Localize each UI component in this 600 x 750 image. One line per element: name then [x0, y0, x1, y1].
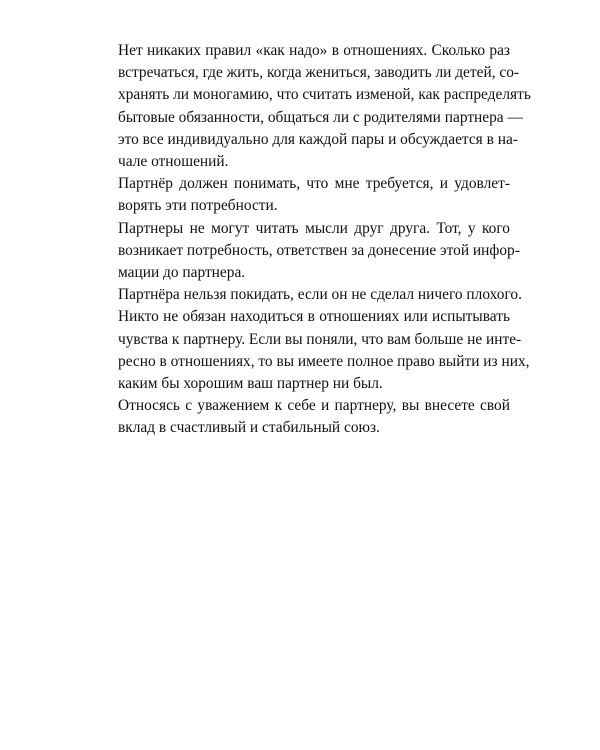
paragraph-respect	[98, 395, 510, 439]
text-line: чале отношений.	[118, 153, 229, 171]
text-line: возникает потребность, ответствен за донесение этой инфор-	[118, 241, 520, 259]
text-line: мации до партнера.	[118, 264, 246, 282]
text-line: Нет никаких правил «как надо» в отношениях. Сколько раз	[118, 42, 510, 59]
text-line: каким бы хорошим ваш партнер ни был.	[118, 375, 383, 393]
text-line: Партнёра нельзя покидать, если он не сделал ничего плохого.	[118, 286, 522, 304]
text-line: Партнеры не могут читать мысли друг друга. Тот, у кого	[118, 219, 510, 237]
text-line: ресно в отношениях, то вы имеете полное право выйти из них,	[118, 352, 530, 370]
text-line: встречаться, где жить, когда жениться, заводить ли детей, со-	[118, 64, 520, 82]
paragraph-nobody-obliged	[98, 306, 530, 395]
paragraph-cannot-leave	[98, 284, 522, 306]
paragraph-partner-must-understand	[98, 173, 510, 217]
text-line: Партнёр должен понимать, что мне требуется, и удовлет-	[118, 175, 510, 193]
body-text	[98, 40, 531, 440]
text-line: это все индивидуально для каждой пары и обсуждается в на-	[118, 130, 518, 148]
text-line: ворять эти потребности.	[118, 197, 278, 215]
paragraph-no-rules	[98, 40, 531, 173]
text-line: бытовые обязанности, общаться ли с родителями партнера —	[118, 108, 523, 126]
text-line: Никто не обязан находиться в отношениях или испытывать	[118, 308, 510, 326]
text-line: Относясь с уважением к себе и партнеру, вы внесете свой	[118, 397, 510, 415]
text-line: чувства к партнеру. Если вы поняли, что вам больше не инте-	[118, 330, 522, 348]
text-line: хранять ли моногамию, что считать изменой, как распределять	[118, 86, 531, 104]
text-line: вклад в счастливый и стабильный союз.	[118, 419, 380, 437]
paragraph-cannot-read-minds	[98, 218, 520, 285]
